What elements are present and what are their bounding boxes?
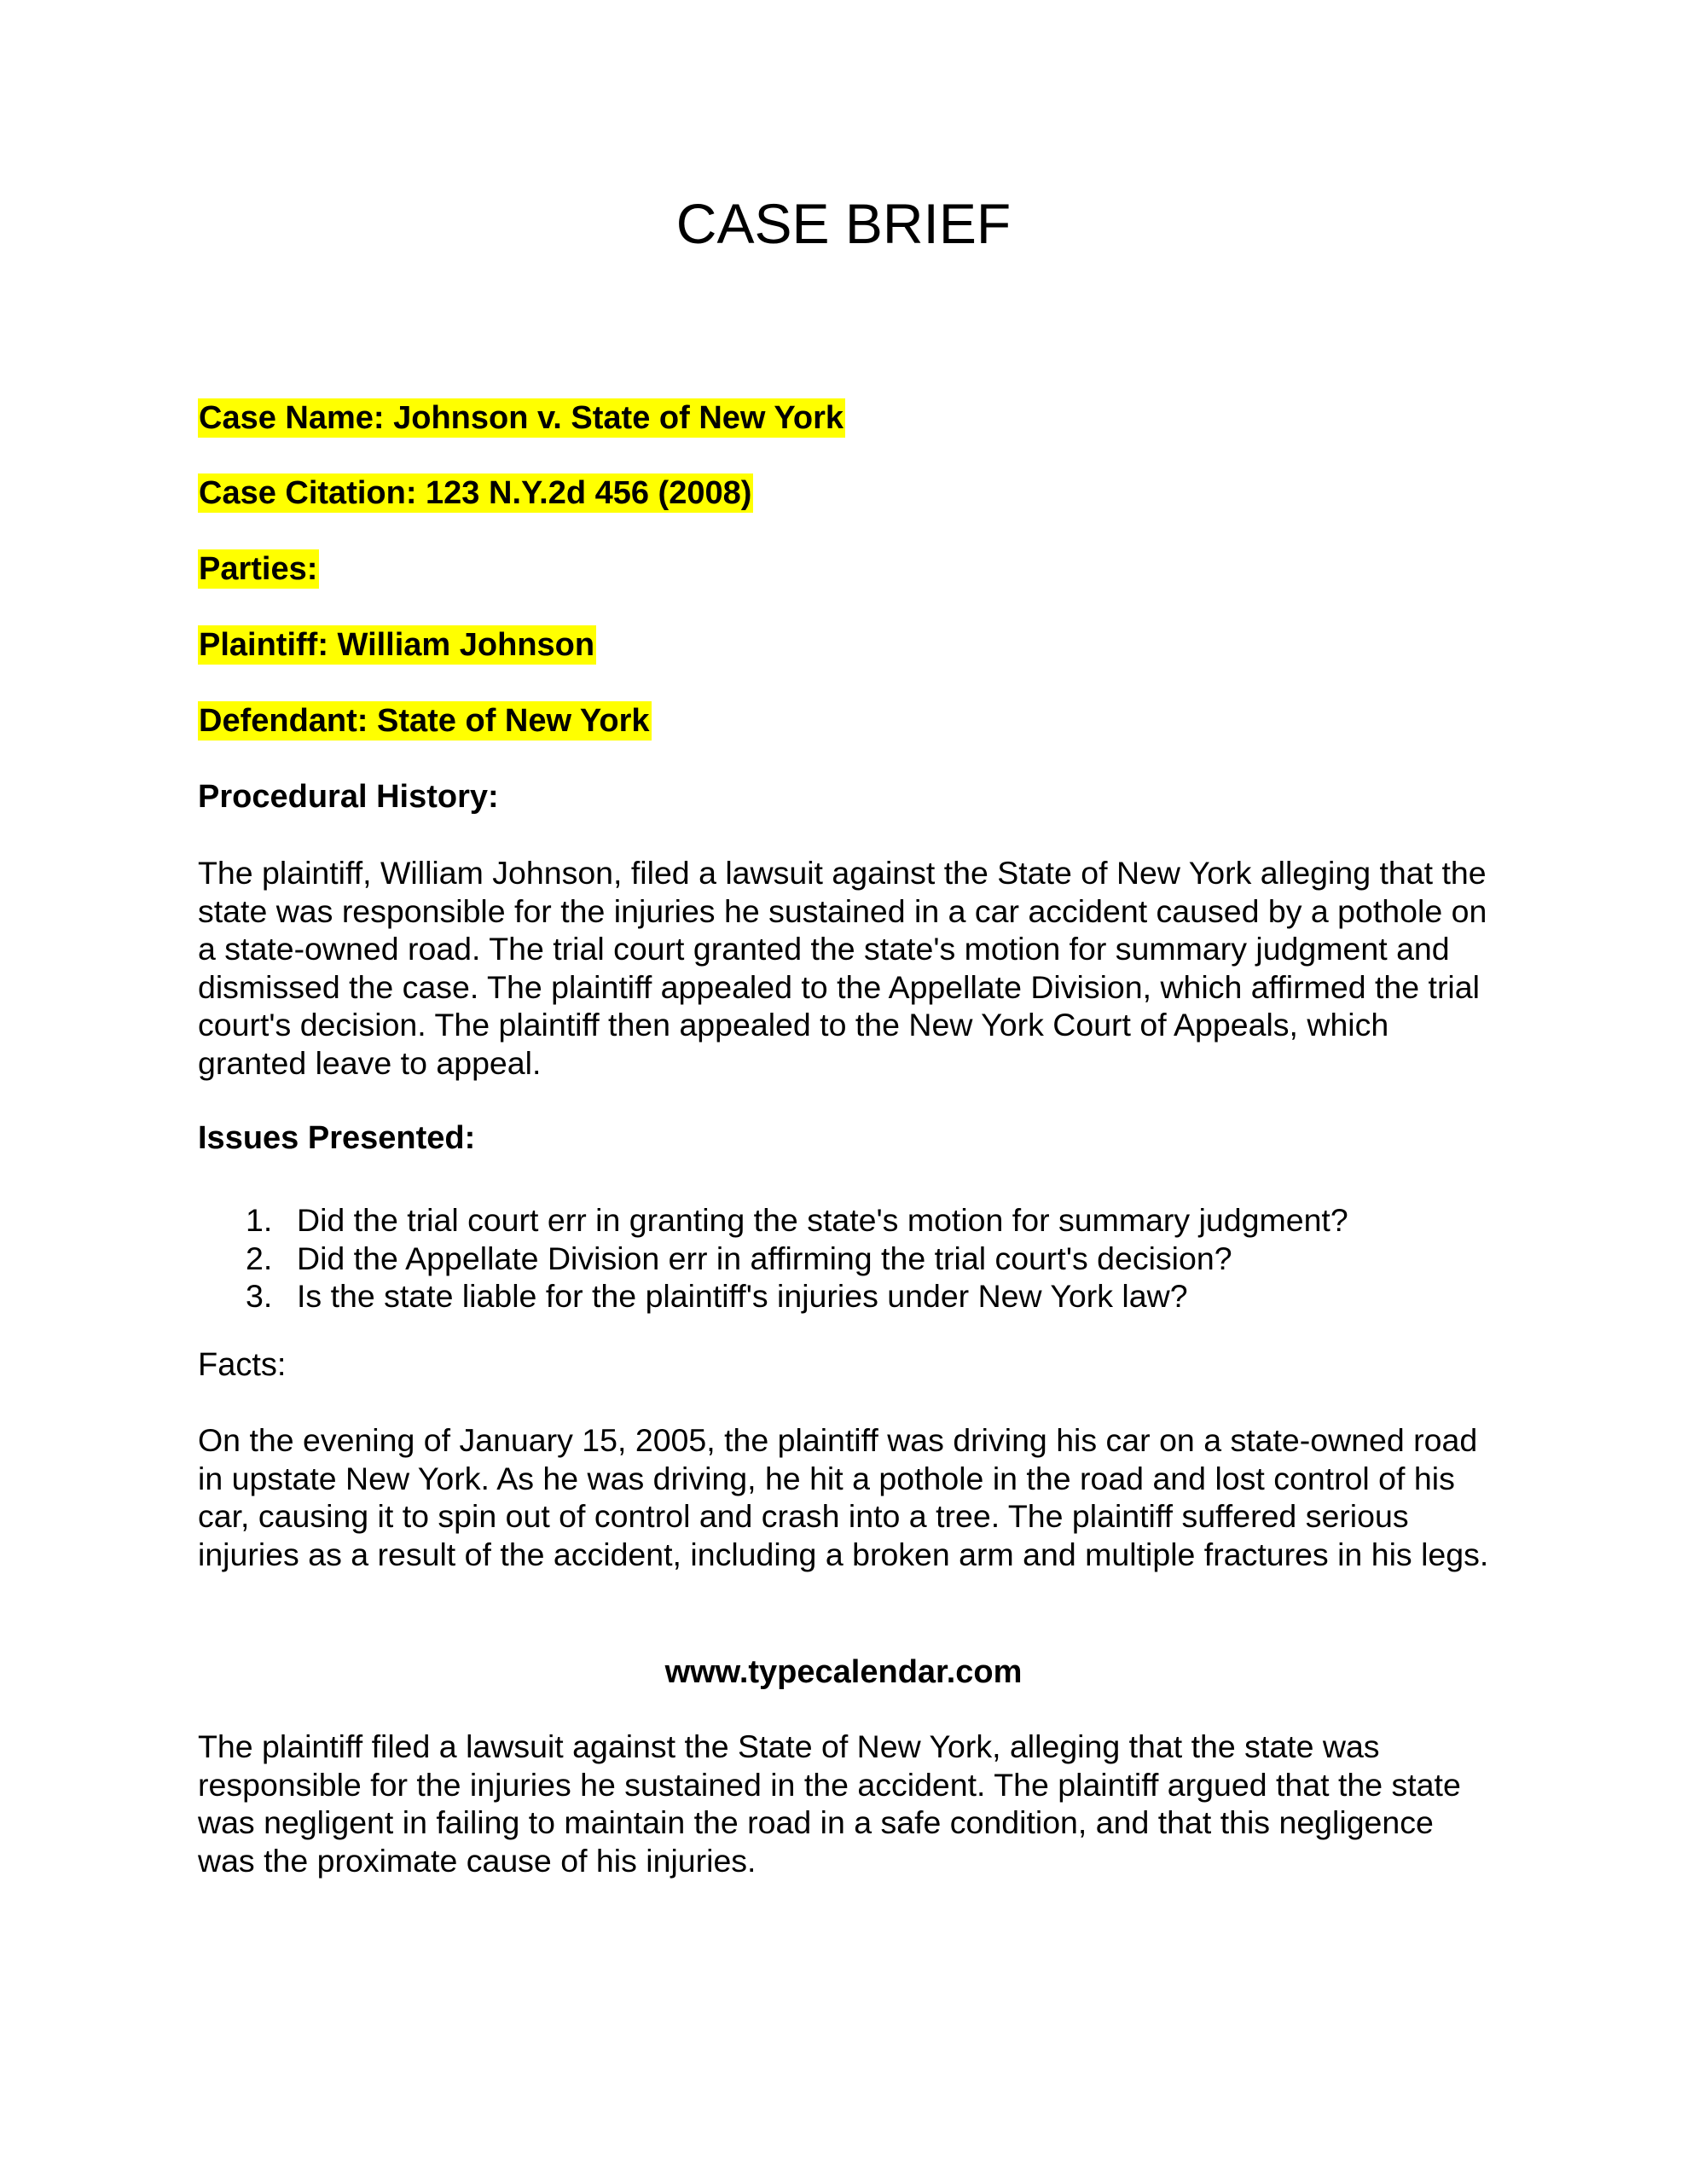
highlighted-text: Plaintiff: William Johnson xyxy=(199,627,595,663)
highlighted-text: Case Name: Johnson v. State of New York xyxy=(199,400,844,436)
facts-paragraph-1: On the evening of January 15, 2005, the plaintiff was driving his car on a state-owned road in upstate New York. As he was driving, he hit a pothole in the road and lost control of his car, causing it to spin out of control and crash into a tree. The plaintiff suffered serious injuries as a result of the accident, including a broken arm and multiple fractures in his legs. xyxy=(198,1422,1489,1572)
issue-item xyxy=(198,1201,1348,1240)
issues-list xyxy=(198,1201,1348,1316)
issue-number: 3. xyxy=(246,1278,273,1315)
procedural-history-heading: Procedural History: xyxy=(198,779,499,815)
parties-heading xyxy=(198,549,319,589)
procedural-history-text: The plaintiff, William Johnson, filed a lawsuit against the State of New York alleging that the state was responsible for the injuries he sustained in a car accident caused by a pothole on a state-owned road. The trial court granted the state's motion for summary judgment and dismissed the case. The plaintiff appealed to the Appellate Division, which affirmed the trial court's decision. The plaintiff then appealed to the New York Court of Appeals, which granted leave to appeal. xyxy=(198,855,1487,1081)
highlighted-text: Parties: xyxy=(199,551,318,587)
case-name-field xyxy=(198,398,845,438)
highlighted-text: Defendant: State of New York xyxy=(199,703,650,739)
issue-item xyxy=(198,1277,1348,1316)
issues-presented-heading: Issues Presented: xyxy=(198,1120,476,1156)
issue-item xyxy=(198,1240,1348,1278)
highlighted-text: Case Citation: 123 N.Y.2d 456 (2008) xyxy=(199,475,752,511)
issue-text: Did the Appellate Division err in affirming the trial court's decision? xyxy=(297,1240,1232,1276)
issue-number: 1. xyxy=(246,1202,273,1238)
plaintiff-field xyxy=(198,625,596,665)
watermark-url: www.typecalendar.com xyxy=(664,1654,1023,1690)
issue-text: Is the state liable for the plaintiff's injuries under New York law? xyxy=(297,1278,1188,1315)
case-citation-field xyxy=(198,473,753,513)
issue-number: 2. xyxy=(246,1240,273,1276)
facts-paragraph-2: The plaintiff filed a lawsuit against the State of New York, alleging that the state was responsible for the injuries he sustained in the accident. The plaintiff argued that the state was negligent in failing to maintain the road in a safe condition, and that this negligence was the proximate cause of his injuries. xyxy=(198,1728,1461,1879)
issue-text: Did the trial court err in granting the state's motion for summary judgment? xyxy=(297,1202,1348,1238)
defendant-field xyxy=(198,701,652,741)
facts-heading: Facts: xyxy=(198,1347,287,1383)
page-title: CASE BRIEF xyxy=(675,192,1012,255)
